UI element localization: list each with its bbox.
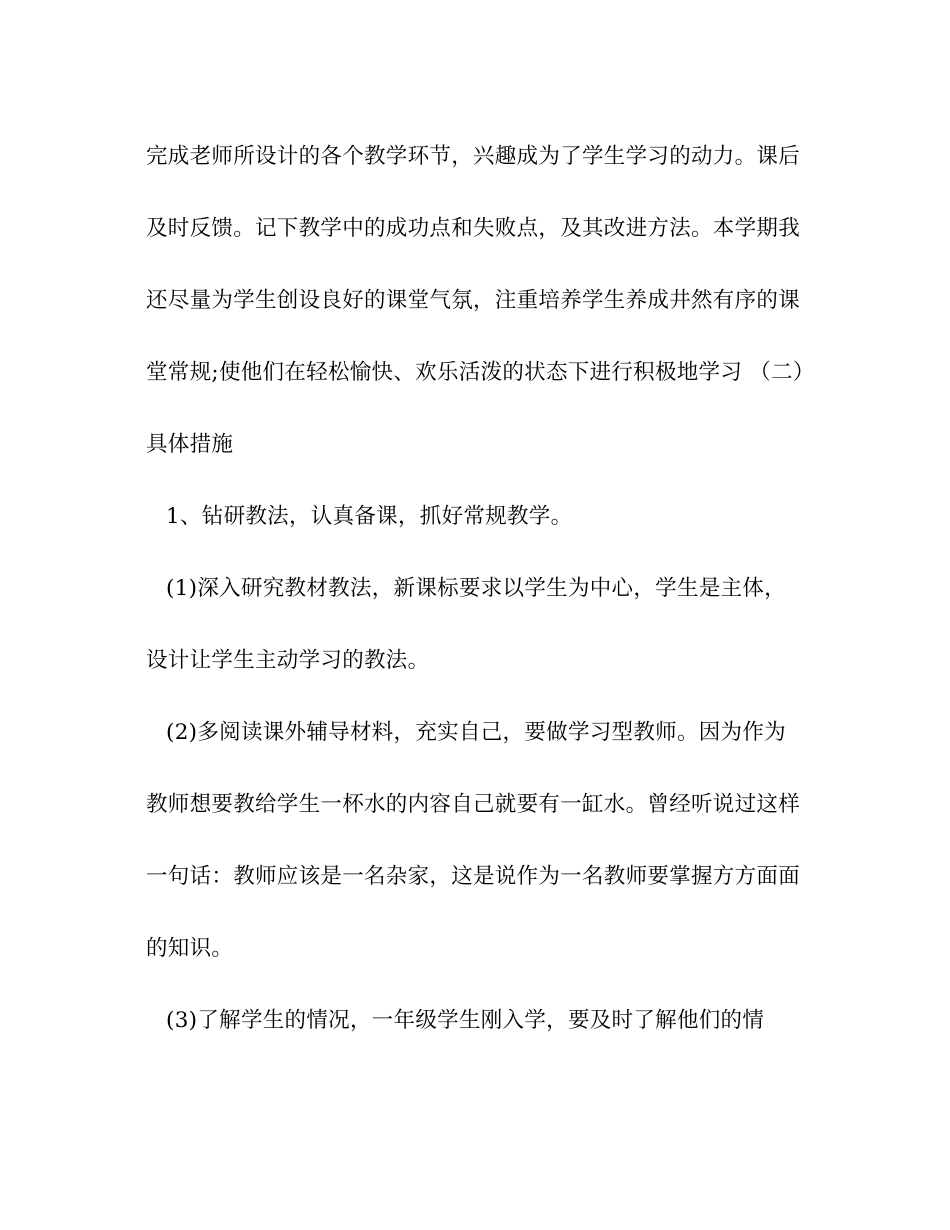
paragraph-line: 的知识。 bbox=[146, 936, 234, 961]
section-heading: 具体措施 bbox=[146, 432, 234, 457]
list-item-heading: 1、钻研教法，认真备课，抓好常规教学。 bbox=[166, 504, 573, 529]
paragraph-line: 一句话：教师应该是一名杂家，这是说作为一名教师要掌握方方面面 bbox=[146, 864, 801, 889]
paragraph-line: 堂常规;使他们在轻松愉快、欢乐活泼的状态下进行积极地学习 （二） bbox=[146, 360, 815, 385]
paragraph-line: (3)了解学生的情况，一年级学生刚入学，要及时了解他们的情 bbox=[166, 1008, 765, 1033]
paragraph-line: (2)多阅读课外辅导材料，充实自己，要做学习型教师。因为作为 bbox=[166, 720, 786, 745]
paragraph-line: 还尽量为学生创设良好的课堂气氛，注重培养学生养成井然有序的课 bbox=[146, 288, 801, 313]
paragraph-line: 教师想要教给学生一杯水的内容自己就要有一缸水。曾经听说过这样 bbox=[146, 792, 801, 817]
paragraph-line: 及时反馈。记下教学中的成功点和失败点，及其改进方法。本学期我 bbox=[146, 216, 801, 241]
paragraph-line: (1)深入研究教材教法，新课标要求以学生为中心，学生是主体， bbox=[166, 576, 786, 601]
paragraph-line: 设计让学生主动学习的教法。 bbox=[146, 648, 430, 673]
paragraph-line: 完成老师所设计的各个教学环节，兴趣成为了学生学习的动力。课后 bbox=[146, 144, 801, 169]
